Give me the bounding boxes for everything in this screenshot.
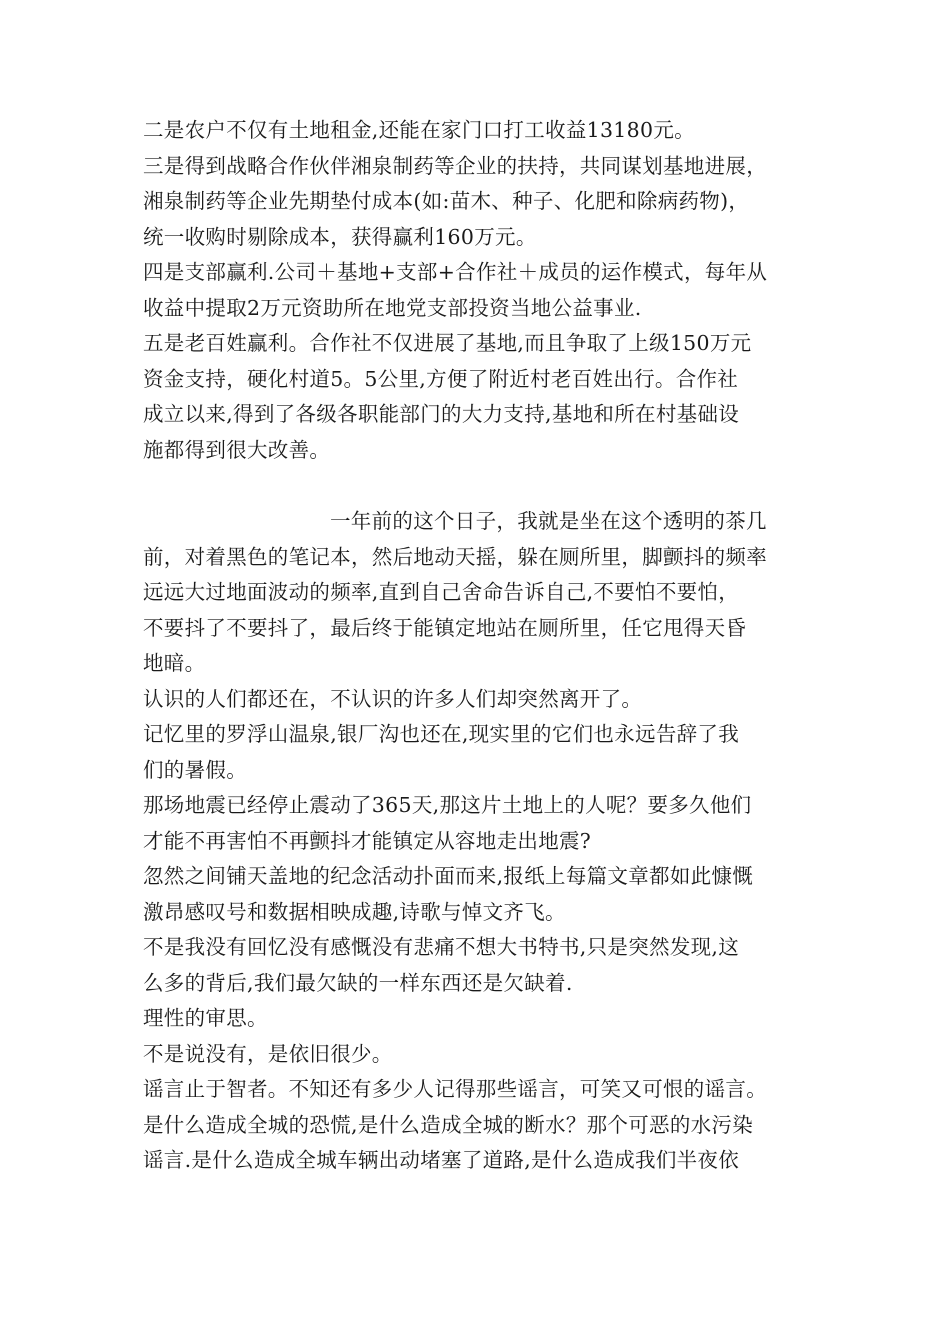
text-line: 不是说没有，是依旧很少。 bbox=[143, 1041, 393, 1066]
text-line: 施都得到很大改善。 bbox=[143, 437, 331, 462]
text-line: 统一收购时剔除成本，获得赢利160万元。 bbox=[143, 224, 537, 249]
text-line: 一年前的这个日子，我就是坐在这个透明的茶几 bbox=[330, 509, 767, 533]
text-line: 记忆里的罗浮山温泉,银厂沟也还在,现实里的它们也永远告辞了我 bbox=[143, 722, 740, 746]
text-line: 三是得到战略合作伙伴湘泉制药等企业的扶持，共同谋划基地进展， bbox=[143, 153, 767, 178]
text-line: 理性的审思。 bbox=[143, 1006, 268, 1030]
paragraph-villager-profit bbox=[143, 326, 823, 468]
paragraph-rumors bbox=[143, 1072, 823, 1179]
paragraph-rational-reflection bbox=[143, 1001, 823, 1037]
text-line: 二是农户不仅有土地租金,还能在家门口打工收益13180元。 bbox=[143, 118, 695, 142]
text-line: 湘泉制药等企业先期垫付成本(如:苗木、种子、化肥和除病药物)， bbox=[143, 189, 750, 213]
paragraph-still-few bbox=[143, 1037, 823, 1073]
paragraph-branch-profit bbox=[143, 255, 823, 326]
text-line: 们的暑假。 bbox=[143, 757, 247, 782]
text-line: 地暗。 bbox=[143, 651, 206, 675]
text-line: 激昂感叹号和数据相映成趣,诗歌与悼文齐飞。 bbox=[143, 899, 566, 924]
text-line: 不是我没有回忆没有感慨没有悲痛不想大书特书,只是突然发现,这 bbox=[143, 935, 740, 959]
text-line: 不要抖了不要抖了，最后终于能镇定地站在厕所里，任它甩得天昏 bbox=[143, 615, 747, 640]
text-line: 谣言止于智者。不知还有多少人记得那些谣言，可笑又可恨的谣言。 bbox=[143, 1077, 767, 1101]
text-line: 前，对着黑色的笔记本，然后地动天摇，躲在厕所里，脚颤抖的频率 bbox=[143, 544, 767, 569]
paragraph-strategic-partner bbox=[143, 149, 823, 256]
paragraph-365-days bbox=[143, 788, 823, 859]
text-line: 收益中提取2万元资助所在地党支部投资当地公益事业. bbox=[143, 295, 642, 320]
document-body bbox=[143, 113, 823, 1179]
text-line: 忽然之间铺天盖地的纪念活动扑面而来,报纸上每篇文章都如此慷慨 bbox=[143, 864, 754, 888]
text-line: 谣言.是什么造成全城车辆出动堵塞了道路,是什么造成我们半夜依 bbox=[143, 1148, 740, 1172]
paragraph-memorial-activities bbox=[143, 859, 823, 930]
text-line: 成立以来,得到了各级各职能部门的大力支持,基地和所在村基础设 bbox=[143, 402, 740, 426]
paragraph-places bbox=[143, 717, 823, 788]
paragraph-people bbox=[143, 682, 823, 718]
paragraph-farmer-income bbox=[143, 113, 823, 149]
text-line: 么多的背后,我们最欠缺的一样东西还是欠缺着. bbox=[143, 970, 573, 995]
paragraph-missing-thing bbox=[143, 930, 823, 1001]
section-gap bbox=[143, 468, 823, 504]
text-line: 认识的人们都还在，不认识的许多人们却突然离开了。 bbox=[143, 686, 643, 711]
text-line: 四是支部赢利.公司＋基地+支部+合作社＋成员的运作模式，每年从 bbox=[143, 260, 768, 284]
text-line: 五是老百姓赢利。合作社不仅进展了基地,而且争取了上级150万元 bbox=[143, 331, 752, 355]
text-line: 资金支持，硬化村道5。5公里,方便了附近村老百姓出行。合作社 bbox=[143, 366, 739, 391]
text-line: 是什么造成全城的恐慌,是什么造成全城的断水？那个可恶的水污染 bbox=[143, 1112, 754, 1137]
text-line: 远远大过地面波动的频率,直到自己舍命告诉自己,不要怕不要怕， bbox=[143, 580, 740, 604]
paragraph-earthquake-memory bbox=[143, 504, 823, 682]
text-line: 那场地震已经停止震动了365天,那这片土地上的人呢？要多久他们 bbox=[143, 793, 752, 817]
text-line: 才能不再害怕不再颤抖才能镇定从容地走出地震? bbox=[143, 828, 592, 853]
